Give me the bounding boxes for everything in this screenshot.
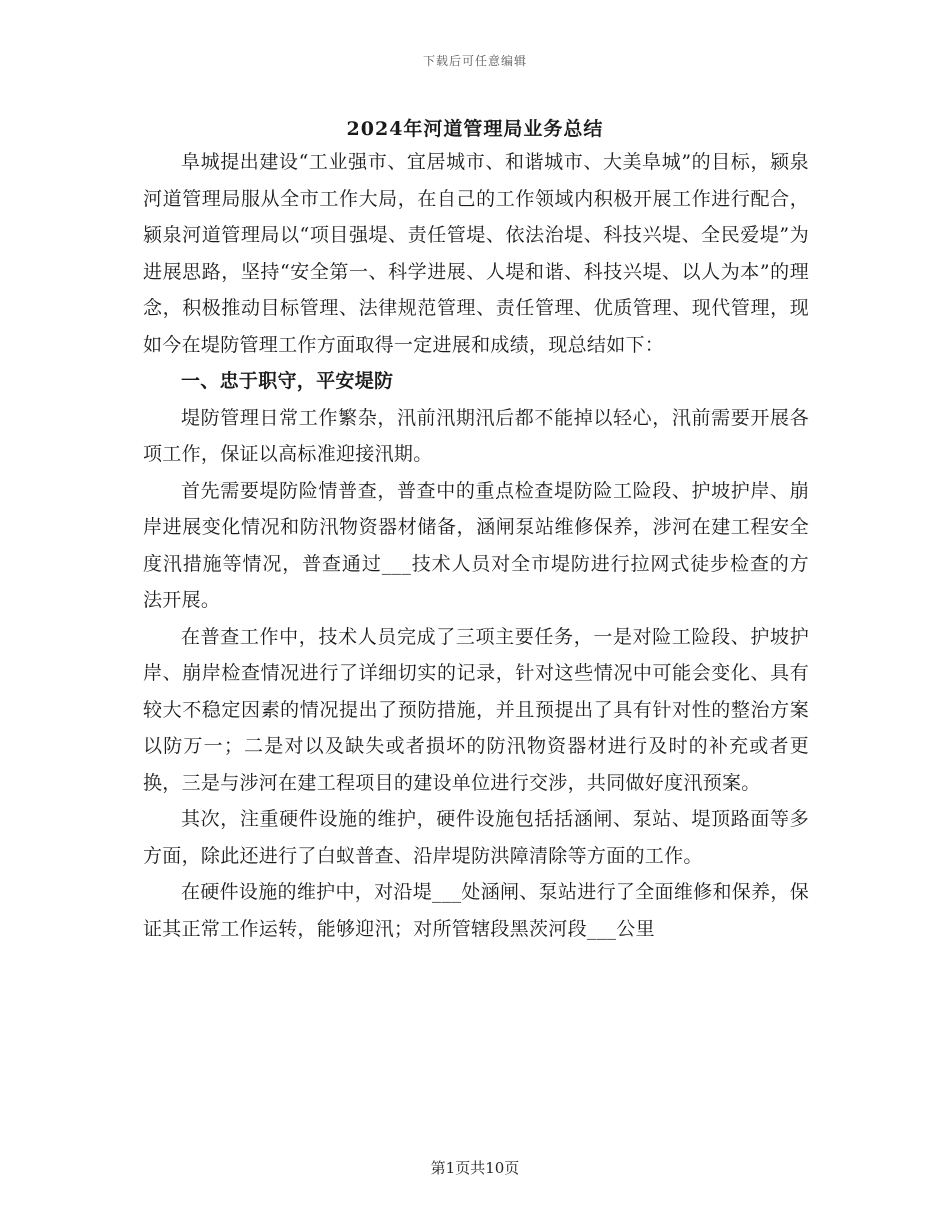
paragraph: 在普查工作中，技术人员完成了三项主要任务，一是对险工险段、护坡护岸、崩岸检查情况进行了详细切实的记录，针对这些情况中可能会变化、具有较大不稳定因素的情况提出了预防措施，并且预提出了具有针对性的整治方案以防万一；二是对以及缺失或者损坏的防汛物资器材进行及时的补充或者更换，三是与涉河在建工程项目的建设单位进行交涉，共同做好度汛预案。 — [143, 625, 809, 794]
paragraph-intro: 阜城提出建设“工业强市、宜居城市、和谐城市、大美阜城”的目标，颍泉河道管理局服从全市工作大局，在自己的工作领域内积极开展工作进行配合，颍泉河道管理局以“项目强堤、责任管堤、依法治堤、科技兴堤、全民爱堤”为进展思路，坚持“安全第一、科学进展、人堤和谐、科技兴堤、以人为本”的理念，积极推动目标管理、法律规范管理、责任管理、优质管理、现代管理，现如今在堤防管理工作方面取得一定进展和成绩，现总结如下： — [143, 151, 809, 356]
paragraph: 堤防管理日常工作繁杂，汛前汛期汛后都不能掉以轻心，汛前需要开展各项工作，保证以高标准迎接汛期。 — [143, 406, 809, 465]
header-note: 下载后可任意编辑 — [422, 54, 527, 68]
document-body — [143, 144, 809, 947]
paragraph: 首先需要堤防险情普查，普查中的重点检查堤防险工险段、护坡护岸、崩岸进展变化情况和防汛物资器材储备，涵闸泵站维修保养，涉河在建工程安全度汛措施等情况，普查通过___技术人员对全市堤防进行拉网式徒步检查的方法开展。 — [143, 479, 809, 611]
section-heading: 一、忠于职守，平安堤防 — [181, 370, 394, 392]
page-number-footer: 第1页共10页 — [430, 1159, 520, 1177]
paragraph: 在硬件设施的维护中，对沿堤___处涵闸、泵站进行了全面维修和保养，保证其正常工作运转，能够迎汛；对所管辖段黑茨河段___公里 — [143, 881, 809, 940]
document-title: 2024年河道管理局业务总结 — [346, 118, 604, 140]
paragraph: 其次，注重硬件设施的维护，硬件设施包括括涵闸、泵站、堤顶路面等多方面，除此还进行了白蚁普查、沿岸堤防洪障清除等方面的工作。 — [143, 808, 809, 867]
